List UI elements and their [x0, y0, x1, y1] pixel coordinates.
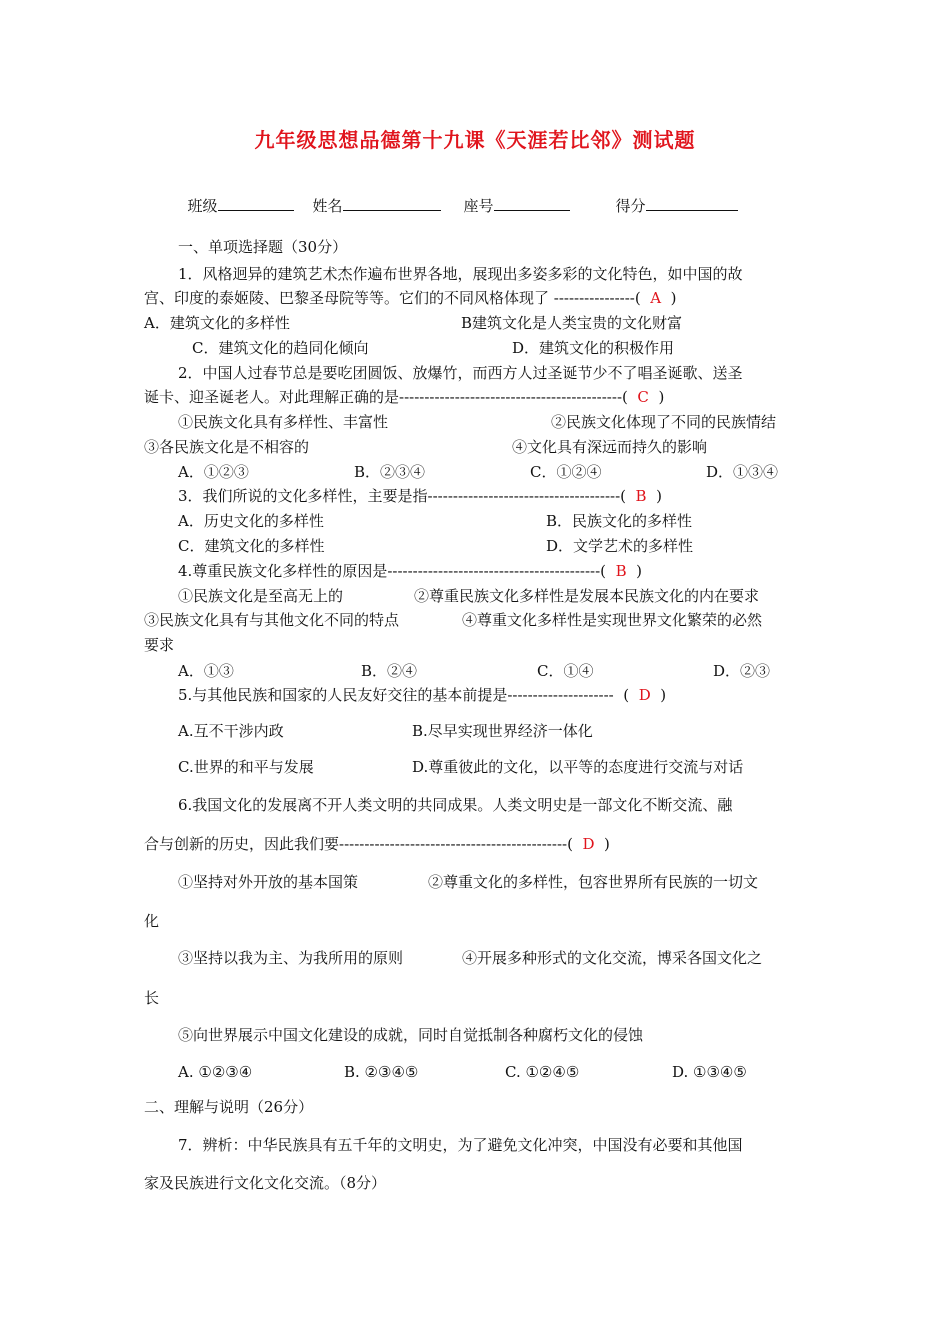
statement: ④文化具有深远而持久的影响	[512, 438, 708, 456]
question-text: 合与创新的历史，因此我们要---------------------------------------------( D )	[144, 835, 610, 853]
section-heading: 一、单项选择题（30分）	[178, 238, 348, 256]
option-b: B. ②③④⑤	[344, 1063, 419, 1081]
question-text: 宫、印度的泰姬陵、巴黎圣母院等等。它们的不同风格体现了 ----------------( A )	[144, 289, 677, 307]
option-c: C. ①②④⑤	[505, 1063, 580, 1081]
option-c: C．①④	[537, 662, 594, 680]
name-field[interactable]	[303, 176, 441, 216]
statement: ②民族文化体现了不同的民族情结	[551, 413, 777, 431]
name-blank[interactable]	[343, 196, 441, 211]
statement: ①民族文化是至高无上的	[178, 587, 344, 605]
option-b: B．②④	[361, 662, 418, 680]
option-d: D. ①③④⑤	[672, 1063, 747, 1081]
option-b: B．民族文化的多样性	[546, 512, 693, 530]
name-label: 姓名	[312, 197, 343, 215]
answer-mark: C	[637, 388, 649, 406]
question-text: 家及民族进行文化文化交流。（8分）	[144, 1174, 387, 1192]
option-b: B．②③④	[354, 463, 426, 481]
statement: ③坚持以我为主、为我所用的原则	[178, 949, 404, 967]
statement: ③各民族文化是不相容的	[144, 438, 310, 456]
option-c: C.世界的和平与发展	[178, 758, 314, 776]
seat-blank[interactable]	[494, 196, 570, 211]
option-d: D．①③④	[706, 463, 779, 481]
question-text: 4.尊重民族文化多样性的原因是------------------------------------------( B )	[178, 562, 643, 580]
answer-mark: D	[638, 686, 651, 704]
score-label: 得分	[615, 197, 646, 215]
option-a: A．①②③	[178, 463, 249, 481]
statement: ④尊重文化多样性是实现世界文化繁荣的必然	[462, 611, 763, 629]
option-a: A．历史文化的多样性	[178, 512, 324, 530]
statement: ②尊重民族文化多样性是发展本民族文化的内在要求	[414, 587, 760, 605]
option-c: C．建筑文化的多样性	[178, 537, 325, 555]
section-heading: 二、理解与说明（26分）	[144, 1098, 314, 1116]
question-text: 5.与其他民族和国家的人民友好交往的基本前提是--------------------- ( D )	[178, 686, 667, 704]
option-d: D．建筑文化的积极作用	[512, 339, 675, 357]
question-text: 6.我国文化的发展离不开人类文明的共同成果。人类文明史是一部文化不断交流、融	[178, 796, 733, 814]
statement: ⑤向世界展示中国文化建设的成就，同时自觉抵制各种腐朽文化的侵蚀	[178, 1026, 644, 1044]
option-a: A．①③	[178, 662, 234, 680]
answer-mark: B	[615, 562, 627, 580]
option-a: A．建筑文化的多样性	[144, 314, 290, 332]
page-title: 九年级思想品德第十九课《天涯若比邻》测试题	[254, 128, 696, 152]
answer-mark: A	[650, 289, 662, 307]
question-text: 3．我们所说的文化多样性，主要是指--------------------------------------( B )	[178, 487, 662, 505]
option-d: D.尊重彼此的文化，以平等的态度进行交流与对话	[412, 758, 744, 776]
class-blank[interactable]	[218, 196, 294, 211]
question-text: 诞卡、迎圣诞老人。对此理解正确的是--------------------------------------------( C )	[144, 388, 665, 406]
option-d: D．文学艺术的多样性	[546, 537, 694, 555]
question-text: 7．辨析：中华民族具有五千年的文明史，为了避免文化冲突，中国没有必要和其他国	[178, 1136, 743, 1154]
statement: ②尊重文化的多样性，包容世界所有民族的一切文	[428, 873, 759, 891]
score-blank[interactable]	[646, 196, 738, 211]
question-text: 1．风格迥异的建筑艺术杰作遍布世界各地，展现出多姿多彩的文化特色，如中国的故	[178, 265, 743, 283]
option-b: B建筑文化是人类宝贵的文化财富	[461, 314, 683, 332]
option-a: A. ①②③④	[178, 1063, 253, 1081]
question-text: 2．中国人过春节总是要吃团圆饭、放爆竹，而西方人过圣诞节少不了唱圣诞歌、送圣	[178, 364, 743, 382]
answer-mark: B	[635, 487, 647, 505]
answer-mark: D	[582, 835, 595, 853]
statement: 要求	[144, 636, 175, 654]
statement: ④开展多种形式的文化交流，博采各国文化之	[462, 949, 763, 967]
statement: ③民族文化具有与其他文化不同的特点	[144, 611, 400, 629]
option-d: D．②③	[713, 662, 771, 680]
score-field[interactable]	[606, 176, 738, 216]
statement: 化	[144, 912, 160, 930]
option-b: B.尽早实现世界经济一体化	[412, 722, 593, 740]
statement: 长	[144, 989, 160, 1007]
option-c: C．①②④	[530, 463, 602, 481]
statement: ①民族文化具有多样性、丰富性	[178, 413, 389, 431]
seat-label: 座号	[463, 197, 494, 215]
class-label: 班级	[187, 197, 218, 215]
class-field[interactable]	[178, 176, 294, 216]
statement: ①坚持对外开放的基本国策	[178, 873, 359, 891]
seat-field[interactable]	[454, 176, 570, 216]
option-c: C．建筑文化的趋同化倾向	[192, 339, 369, 357]
option-a: A.互不干涉内政	[178, 722, 284, 740]
